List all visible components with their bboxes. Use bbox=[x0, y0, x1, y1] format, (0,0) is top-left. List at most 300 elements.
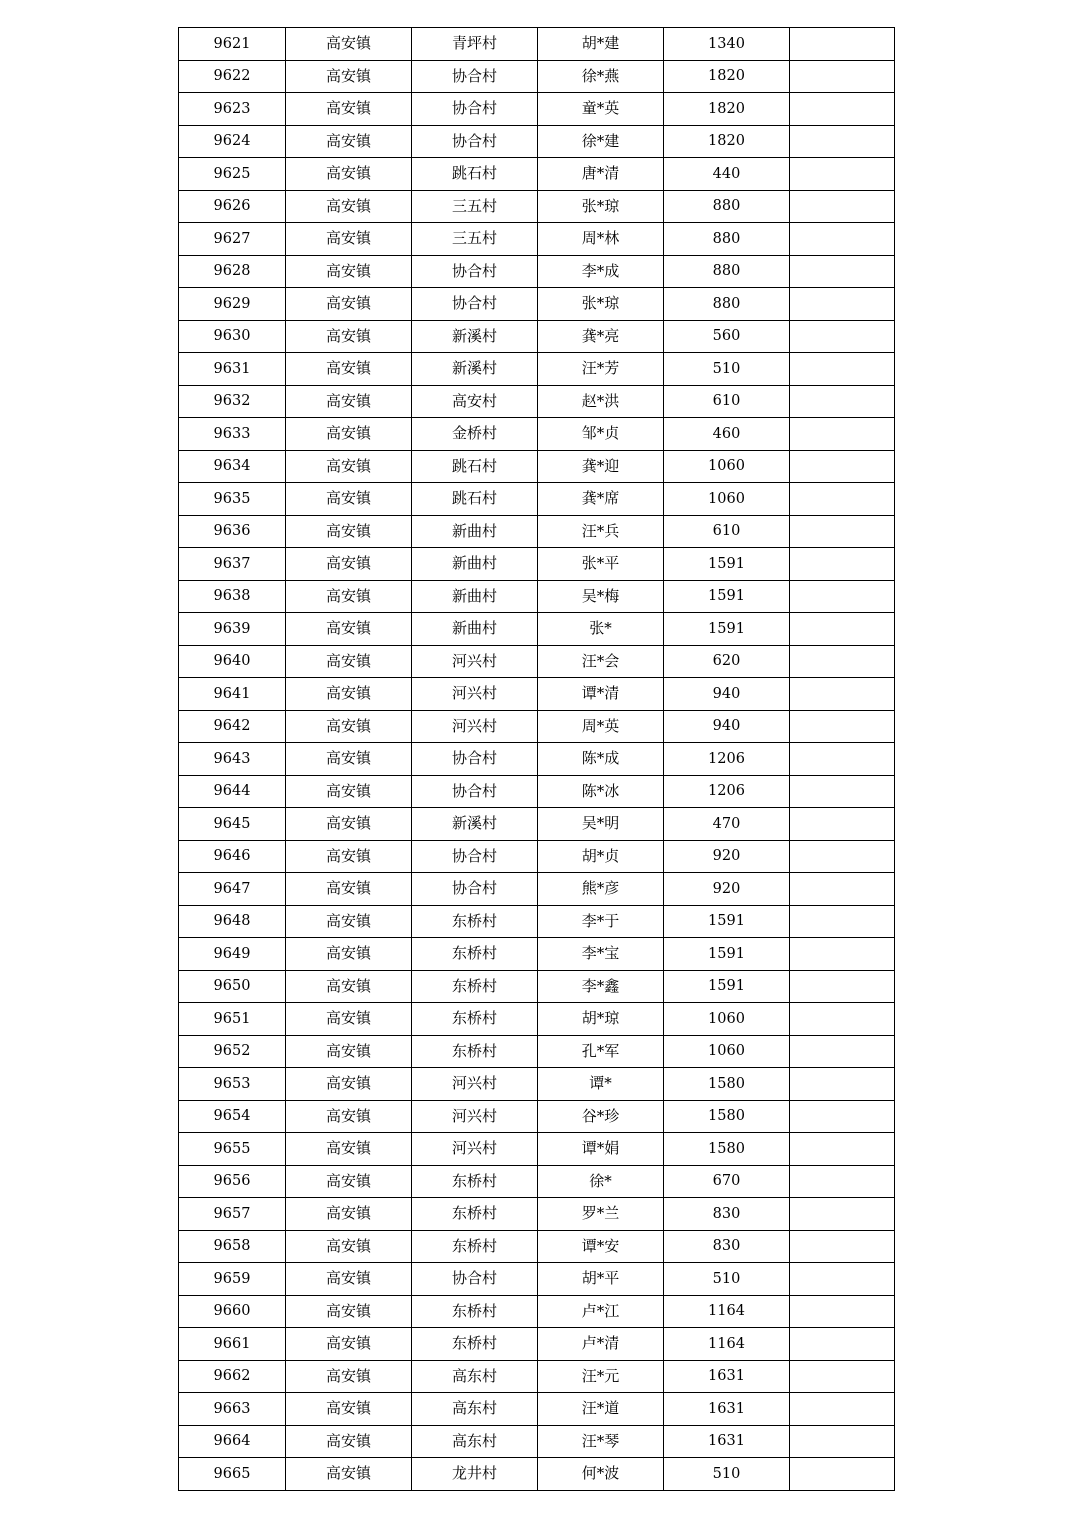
serial-number-cell: 9638 bbox=[179, 580, 286, 613]
serial-number-cell: 9621 bbox=[179, 28, 286, 61]
amount-cell: 610 bbox=[664, 515, 790, 548]
amount-cell: 1206 bbox=[664, 743, 790, 776]
village-cell: 新曲村 bbox=[412, 548, 538, 581]
village-cell: 河兴村 bbox=[412, 678, 538, 711]
table-row bbox=[179, 710, 895, 743]
amount-cell: 1591 bbox=[664, 970, 790, 1003]
note-cell bbox=[790, 93, 895, 126]
amount-cell: 880 bbox=[664, 288, 790, 321]
table-row bbox=[179, 1165, 895, 1198]
person-name-cell: 吴*梅 bbox=[538, 580, 664, 613]
town-cell: 高安镇 bbox=[286, 28, 412, 61]
table-row bbox=[179, 970, 895, 1003]
note-cell bbox=[790, 418, 895, 451]
note-cell bbox=[790, 1360, 895, 1393]
serial-number-cell: 9644 bbox=[179, 775, 286, 808]
town-cell: 高安镇 bbox=[286, 1425, 412, 1458]
person-name-cell: 何*波 bbox=[538, 1458, 664, 1491]
village-cell: 三五村 bbox=[412, 223, 538, 256]
note-cell bbox=[790, 320, 895, 353]
town-cell: 高安镇 bbox=[286, 1328, 412, 1361]
amount-cell: 670 bbox=[664, 1165, 790, 1198]
serial-number-cell: 9640 bbox=[179, 645, 286, 678]
table-row bbox=[179, 515, 895, 548]
serial-number-cell: 9657 bbox=[179, 1198, 286, 1231]
town-cell: 高安镇 bbox=[286, 905, 412, 938]
village-cell: 金桥村 bbox=[412, 418, 538, 451]
amount-cell: 1631 bbox=[664, 1393, 790, 1426]
note-cell bbox=[790, 613, 895, 646]
serial-number-cell: 9654 bbox=[179, 1100, 286, 1133]
table-row bbox=[179, 1198, 895, 1231]
village-cell: 东桥村 bbox=[412, 1165, 538, 1198]
table-row bbox=[179, 1295, 895, 1328]
village-cell: 河兴村 bbox=[412, 710, 538, 743]
note-cell bbox=[790, 255, 895, 288]
note-cell bbox=[790, 1458, 895, 1491]
note-cell bbox=[790, 515, 895, 548]
serial-number-cell: 9660 bbox=[179, 1295, 286, 1328]
town-cell: 高安镇 bbox=[286, 1035, 412, 1068]
serial-number-cell: 9633 bbox=[179, 418, 286, 451]
table-row bbox=[179, 905, 895, 938]
person-name-cell: 张*琼 bbox=[538, 190, 664, 223]
person-name-cell: 谭*安 bbox=[538, 1230, 664, 1263]
person-name-cell: 周*英 bbox=[538, 710, 664, 743]
table-row bbox=[179, 1425, 895, 1458]
person-name-cell: 谷*珍 bbox=[538, 1100, 664, 1133]
amount-cell: 880 bbox=[664, 255, 790, 288]
town-cell: 高安镇 bbox=[286, 840, 412, 873]
note-cell bbox=[790, 710, 895, 743]
serial-number-cell: 9648 bbox=[179, 905, 286, 938]
town-cell: 高安镇 bbox=[286, 515, 412, 548]
serial-number-cell: 9623 bbox=[179, 93, 286, 126]
serial-number-cell: 9641 bbox=[179, 678, 286, 711]
table-row bbox=[179, 93, 895, 126]
note-cell bbox=[790, 743, 895, 776]
town-cell: 高安镇 bbox=[286, 938, 412, 971]
person-name-cell: 卢*清 bbox=[538, 1328, 664, 1361]
note-cell bbox=[790, 1425, 895, 1458]
serial-number-cell: 9624 bbox=[179, 125, 286, 158]
village-cell: 新曲村 bbox=[412, 515, 538, 548]
table-row bbox=[179, 190, 895, 223]
serial-number-cell: 9656 bbox=[179, 1165, 286, 1198]
village-cell: 东桥村 bbox=[412, 1035, 538, 1068]
town-cell: 高安镇 bbox=[286, 385, 412, 418]
amount-cell: 510 bbox=[664, 1263, 790, 1296]
serial-number-cell: 9627 bbox=[179, 223, 286, 256]
serial-number-cell: 9626 bbox=[179, 190, 286, 223]
serial-number-cell: 9653 bbox=[179, 1068, 286, 1101]
table-row bbox=[179, 1068, 895, 1101]
person-name-cell: 邹*贞 bbox=[538, 418, 664, 451]
village-cell: 河兴村 bbox=[412, 645, 538, 678]
table-row bbox=[179, 775, 895, 808]
serial-number-cell: 9652 bbox=[179, 1035, 286, 1068]
person-name-cell: 赵*洪 bbox=[538, 385, 664, 418]
town-cell: 高安镇 bbox=[286, 320, 412, 353]
village-cell: 跳石村 bbox=[412, 158, 538, 191]
serial-number-cell: 9634 bbox=[179, 450, 286, 483]
village-cell: 高东村 bbox=[412, 1425, 538, 1458]
amount-cell: 1580 bbox=[664, 1068, 790, 1101]
note-cell bbox=[790, 125, 895, 158]
note-cell bbox=[790, 483, 895, 516]
note-cell bbox=[790, 1068, 895, 1101]
person-name-cell: 汪*会 bbox=[538, 645, 664, 678]
table-row bbox=[179, 125, 895, 158]
town-cell: 高安镇 bbox=[286, 1133, 412, 1166]
amount-cell: 460 bbox=[664, 418, 790, 451]
person-name-cell: 童*英 bbox=[538, 93, 664, 126]
village-cell: 三五村 bbox=[412, 190, 538, 223]
person-name-cell: 谭* bbox=[538, 1068, 664, 1101]
note-cell bbox=[790, 873, 895, 906]
town-cell: 高安镇 bbox=[286, 1068, 412, 1101]
village-cell: 新曲村 bbox=[412, 580, 538, 613]
table-row bbox=[179, 418, 895, 451]
amount-cell: 1060 bbox=[664, 483, 790, 516]
amount-cell: 920 bbox=[664, 840, 790, 873]
note-cell bbox=[790, 158, 895, 191]
note-cell bbox=[790, 678, 895, 711]
village-cell: 东桥村 bbox=[412, 970, 538, 1003]
town-cell: 高安镇 bbox=[286, 125, 412, 158]
note-cell bbox=[790, 970, 895, 1003]
note-cell bbox=[790, 1003, 895, 1036]
table-row bbox=[179, 1328, 895, 1361]
roster-table bbox=[178, 27, 895, 1491]
person-name-cell: 胡*平 bbox=[538, 1263, 664, 1296]
village-cell: 东桥村 bbox=[412, 1328, 538, 1361]
serial-number-cell: 9655 bbox=[179, 1133, 286, 1166]
town-cell: 高安镇 bbox=[286, 1295, 412, 1328]
amount-cell: 1164 bbox=[664, 1295, 790, 1328]
note-cell bbox=[790, 1035, 895, 1068]
person-name-cell: 陈*成 bbox=[538, 743, 664, 776]
serial-number-cell: 9658 bbox=[179, 1230, 286, 1263]
serial-number-cell: 9637 bbox=[179, 548, 286, 581]
village-cell: 协合村 bbox=[412, 93, 538, 126]
table-row bbox=[179, 548, 895, 581]
person-name-cell: 吴*明 bbox=[538, 808, 664, 841]
note-cell bbox=[790, 190, 895, 223]
town-cell: 高安镇 bbox=[286, 775, 412, 808]
table-row bbox=[179, 450, 895, 483]
town-cell: 高安镇 bbox=[286, 93, 412, 126]
town-cell: 高安镇 bbox=[286, 613, 412, 646]
amount-cell: 1580 bbox=[664, 1133, 790, 1166]
village-cell: 跳石村 bbox=[412, 450, 538, 483]
town-cell: 高安镇 bbox=[286, 1458, 412, 1491]
table-row bbox=[179, 1003, 895, 1036]
serial-number-cell: 9649 bbox=[179, 938, 286, 971]
note-cell bbox=[790, 1295, 895, 1328]
town-cell: 高安镇 bbox=[286, 418, 412, 451]
amount-cell: 620 bbox=[664, 645, 790, 678]
table-row bbox=[179, 1100, 895, 1133]
serial-number-cell: 9663 bbox=[179, 1393, 286, 1426]
amount-cell: 1164 bbox=[664, 1328, 790, 1361]
person-name-cell: 徐*燕 bbox=[538, 60, 664, 93]
note-cell bbox=[790, 775, 895, 808]
serial-number-cell: 9647 bbox=[179, 873, 286, 906]
person-name-cell: 卢*江 bbox=[538, 1295, 664, 1328]
town-cell: 高安镇 bbox=[286, 288, 412, 321]
note-cell bbox=[790, 905, 895, 938]
amount-cell: 1631 bbox=[664, 1360, 790, 1393]
serial-number-cell: 9639 bbox=[179, 613, 286, 646]
note-cell bbox=[790, 548, 895, 581]
table-row bbox=[179, 808, 895, 841]
amount-cell: 880 bbox=[664, 190, 790, 223]
table-row bbox=[179, 255, 895, 288]
table-row bbox=[179, 645, 895, 678]
person-name-cell: 胡*建 bbox=[538, 28, 664, 61]
village-cell: 协合村 bbox=[412, 743, 538, 776]
note-cell bbox=[790, 1328, 895, 1361]
table-row bbox=[179, 288, 895, 321]
village-cell: 龙井村 bbox=[412, 1458, 538, 1491]
town-cell: 高安镇 bbox=[286, 873, 412, 906]
town-cell: 高安镇 bbox=[286, 353, 412, 386]
village-cell: 新曲村 bbox=[412, 613, 538, 646]
village-cell: 河兴村 bbox=[412, 1133, 538, 1166]
village-cell: 跳石村 bbox=[412, 483, 538, 516]
amount-cell: 1820 bbox=[664, 125, 790, 158]
village-cell: 青坪村 bbox=[412, 28, 538, 61]
table-row bbox=[179, 353, 895, 386]
town-cell: 高安镇 bbox=[286, 743, 412, 776]
person-name-cell: 唐*清 bbox=[538, 158, 664, 191]
amount-cell: 1060 bbox=[664, 450, 790, 483]
town-cell: 高安镇 bbox=[286, 1263, 412, 1296]
town-cell: 高安镇 bbox=[286, 548, 412, 581]
table-row bbox=[179, 743, 895, 776]
town-cell: 高安镇 bbox=[286, 970, 412, 1003]
amount-cell: 940 bbox=[664, 678, 790, 711]
serial-number-cell: 9632 bbox=[179, 385, 286, 418]
amount-cell: 830 bbox=[664, 1230, 790, 1263]
amount-cell: 510 bbox=[664, 1458, 790, 1491]
serial-number-cell: 9630 bbox=[179, 320, 286, 353]
village-cell: 协合村 bbox=[412, 125, 538, 158]
person-name-cell: 张*平 bbox=[538, 548, 664, 581]
town-cell: 高安镇 bbox=[286, 678, 412, 711]
village-cell: 协合村 bbox=[412, 840, 538, 873]
amount-cell: 610 bbox=[664, 385, 790, 418]
table-row bbox=[179, 60, 895, 93]
table-row bbox=[179, 320, 895, 353]
amount-cell: 880 bbox=[664, 223, 790, 256]
table-row bbox=[179, 938, 895, 971]
person-name-cell: 孔*军 bbox=[538, 1035, 664, 1068]
serial-number-cell: 9662 bbox=[179, 1360, 286, 1393]
note-cell bbox=[790, 1133, 895, 1166]
table-row bbox=[179, 158, 895, 191]
note-cell bbox=[790, 1165, 895, 1198]
town-cell: 高安镇 bbox=[286, 645, 412, 678]
table-row bbox=[179, 1263, 895, 1296]
serial-number-cell: 9625 bbox=[179, 158, 286, 191]
table-row bbox=[179, 613, 895, 646]
table-row bbox=[179, 1230, 895, 1263]
amount-cell: 920 bbox=[664, 873, 790, 906]
amount-cell: 940 bbox=[664, 710, 790, 743]
note-cell bbox=[790, 450, 895, 483]
village-cell: 高安村 bbox=[412, 385, 538, 418]
serial-number-cell: 9661 bbox=[179, 1328, 286, 1361]
amount-cell: 1591 bbox=[664, 905, 790, 938]
town-cell: 高安镇 bbox=[286, 1230, 412, 1263]
person-name-cell: 李*于 bbox=[538, 905, 664, 938]
town-cell: 高安镇 bbox=[286, 1003, 412, 1036]
amount-cell: 510 bbox=[664, 353, 790, 386]
person-name-cell: 汪*元 bbox=[538, 1360, 664, 1393]
person-name-cell: 陈*冰 bbox=[538, 775, 664, 808]
amount-cell: 1591 bbox=[664, 938, 790, 971]
note-cell bbox=[790, 808, 895, 841]
serial-number-cell: 9646 bbox=[179, 840, 286, 873]
serial-number-cell: 9650 bbox=[179, 970, 286, 1003]
serial-number-cell: 9629 bbox=[179, 288, 286, 321]
serial-number-cell: 9631 bbox=[179, 353, 286, 386]
amount-cell: 560 bbox=[664, 320, 790, 353]
serial-number-cell: 9659 bbox=[179, 1263, 286, 1296]
person-name-cell: 龚*亮 bbox=[538, 320, 664, 353]
person-name-cell: 汪*道 bbox=[538, 1393, 664, 1426]
table-row bbox=[179, 1133, 895, 1166]
town-cell: 高安镇 bbox=[286, 450, 412, 483]
town-cell: 高安镇 bbox=[286, 60, 412, 93]
person-name-cell: 罗*兰 bbox=[538, 1198, 664, 1231]
town-cell: 高安镇 bbox=[286, 223, 412, 256]
amount-cell: 440 bbox=[664, 158, 790, 191]
town-cell: 高安镇 bbox=[286, 808, 412, 841]
serial-number-cell: 9635 bbox=[179, 483, 286, 516]
serial-number-cell: 9628 bbox=[179, 255, 286, 288]
table-row bbox=[179, 840, 895, 873]
village-cell: 东桥村 bbox=[412, 1295, 538, 1328]
village-cell: 河兴村 bbox=[412, 1100, 538, 1133]
village-cell: 高东村 bbox=[412, 1360, 538, 1393]
serial-number-cell: 9665 bbox=[179, 1458, 286, 1491]
note-cell bbox=[790, 28, 895, 61]
person-name-cell: 汪*芳 bbox=[538, 353, 664, 386]
amount-cell: 830 bbox=[664, 1198, 790, 1231]
note-cell bbox=[790, 1198, 895, 1231]
note-cell bbox=[790, 840, 895, 873]
village-cell: 高东村 bbox=[412, 1393, 538, 1426]
village-cell: 新溪村 bbox=[412, 353, 538, 386]
person-name-cell: 徐*建 bbox=[538, 125, 664, 158]
person-name-cell: 熊*彦 bbox=[538, 873, 664, 906]
town-cell: 高安镇 bbox=[286, 580, 412, 613]
person-name-cell: 李*成 bbox=[538, 255, 664, 288]
person-name-cell: 张* bbox=[538, 613, 664, 646]
town-cell: 高安镇 bbox=[286, 158, 412, 191]
village-cell: 东桥村 bbox=[412, 1003, 538, 1036]
table-row bbox=[179, 28, 895, 61]
village-cell: 新溪村 bbox=[412, 808, 538, 841]
table-row bbox=[179, 873, 895, 906]
town-cell: 高安镇 bbox=[286, 1198, 412, 1231]
roster-table-body bbox=[179, 28, 895, 1491]
amount-cell: 1591 bbox=[664, 580, 790, 613]
table-row bbox=[179, 580, 895, 613]
amount-cell: 1060 bbox=[664, 1035, 790, 1068]
table-row bbox=[179, 1035, 895, 1068]
village-cell: 东桥村 bbox=[412, 1198, 538, 1231]
table-row bbox=[179, 1360, 895, 1393]
person-name-cell: 周*林 bbox=[538, 223, 664, 256]
person-name-cell: 徐* bbox=[538, 1165, 664, 1198]
village-cell: 协合村 bbox=[412, 60, 538, 93]
serial-number-cell: 9636 bbox=[179, 515, 286, 548]
amount-cell: 470 bbox=[664, 808, 790, 841]
town-cell: 高安镇 bbox=[286, 255, 412, 288]
person-name-cell: 龚*迎 bbox=[538, 450, 664, 483]
table-row bbox=[179, 1393, 895, 1426]
table-row bbox=[179, 385, 895, 418]
town-cell: 高安镇 bbox=[286, 710, 412, 743]
serial-number-cell: 9642 bbox=[179, 710, 286, 743]
note-cell bbox=[790, 1230, 895, 1263]
person-name-cell: 龚*席 bbox=[538, 483, 664, 516]
amount-cell: 1591 bbox=[664, 613, 790, 646]
person-name-cell: 汪*兵 bbox=[538, 515, 664, 548]
amount-cell: 1206 bbox=[664, 775, 790, 808]
village-cell: 东桥村 bbox=[412, 905, 538, 938]
note-cell bbox=[790, 223, 895, 256]
person-name-cell: 胡*琼 bbox=[538, 1003, 664, 1036]
table-row bbox=[179, 223, 895, 256]
town-cell: 高安镇 bbox=[286, 1100, 412, 1133]
note-cell bbox=[790, 645, 895, 678]
note-cell bbox=[790, 1393, 895, 1426]
amount-cell: 1340 bbox=[664, 28, 790, 61]
person-name-cell: 胡*贞 bbox=[538, 840, 664, 873]
person-name-cell: 谭*清 bbox=[538, 678, 664, 711]
note-cell bbox=[790, 938, 895, 971]
person-name-cell: 张*琼 bbox=[538, 288, 664, 321]
amount-cell: 1820 bbox=[664, 93, 790, 126]
note-cell bbox=[790, 288, 895, 321]
serial-number-cell: 9651 bbox=[179, 1003, 286, 1036]
village-cell: 东桥村 bbox=[412, 938, 538, 971]
village-cell: 协合村 bbox=[412, 288, 538, 321]
serial-number-cell: 9645 bbox=[179, 808, 286, 841]
table-row bbox=[179, 678, 895, 711]
town-cell: 高安镇 bbox=[286, 190, 412, 223]
note-cell bbox=[790, 1263, 895, 1296]
person-name-cell: 汪*琴 bbox=[538, 1425, 664, 1458]
village-cell: 协合村 bbox=[412, 775, 538, 808]
town-cell: 高安镇 bbox=[286, 483, 412, 516]
person-name-cell: 李*鑫 bbox=[538, 970, 664, 1003]
town-cell: 高安镇 bbox=[286, 1360, 412, 1393]
person-name-cell: 谭*娟 bbox=[538, 1133, 664, 1166]
note-cell bbox=[790, 385, 895, 418]
note-cell bbox=[790, 1100, 895, 1133]
amount-cell: 1820 bbox=[664, 60, 790, 93]
note-cell bbox=[790, 353, 895, 386]
amount-cell: 1580 bbox=[664, 1100, 790, 1133]
village-cell: 协合村 bbox=[412, 1263, 538, 1296]
note-cell bbox=[790, 580, 895, 613]
